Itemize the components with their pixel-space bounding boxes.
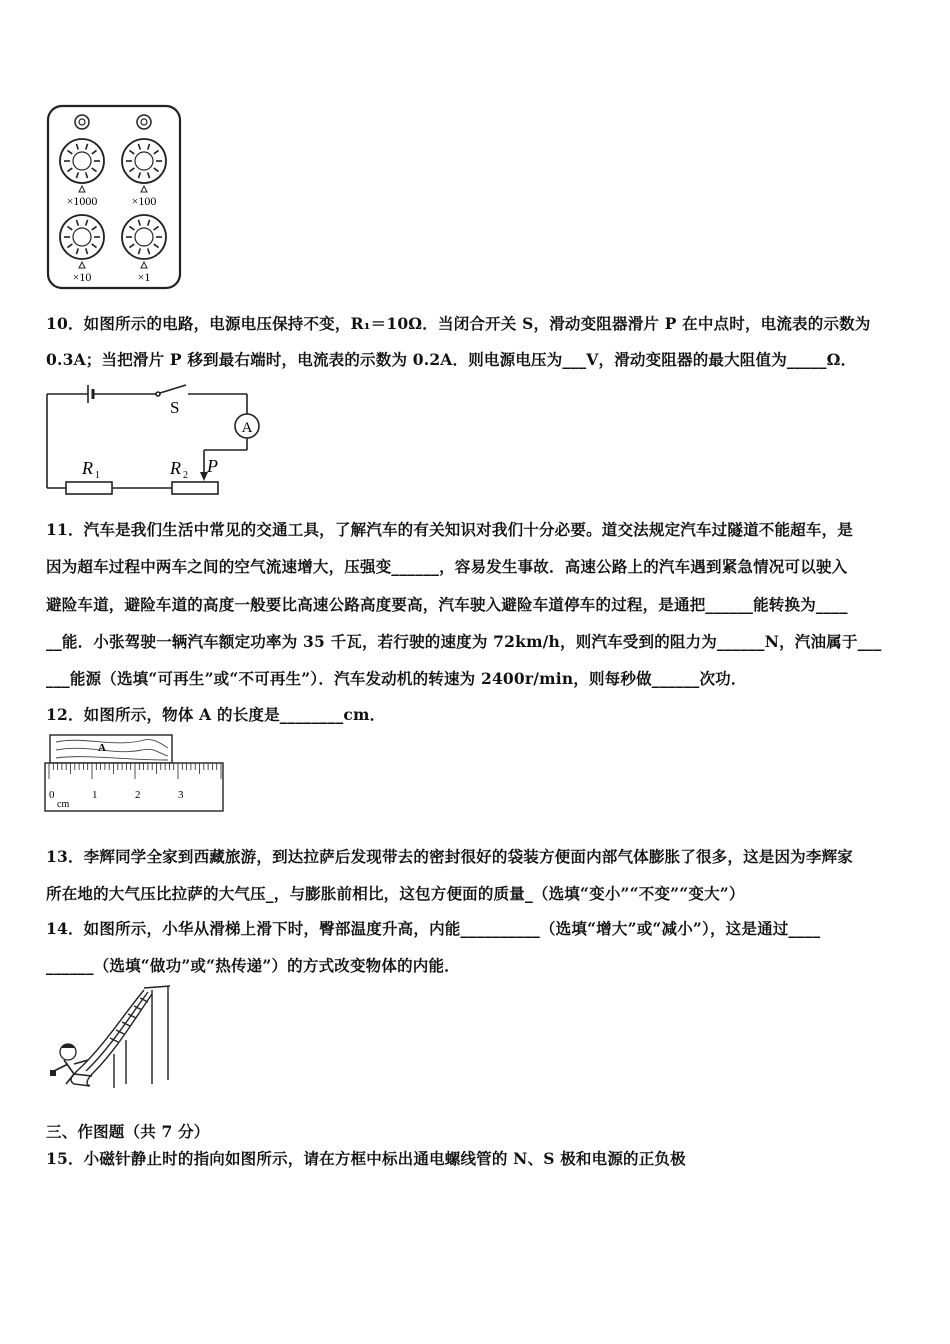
dial-mark xyxy=(67,226,72,230)
q13-line-1: 13．李辉同学全家到西藏旅游，到达拉萨后发现带去的密封很好的袋装方便面内部气体膨胀了很多，这是因为李辉家 xyxy=(46,847,853,866)
dial-mark xyxy=(92,244,97,248)
dial-mark xyxy=(129,226,134,230)
dial-knob xyxy=(73,228,91,246)
q11-line-4: __能．小张驾驶一辆汽车额定功率为 35 千瓦，若行驶的速度为 72km/h，则汽车受到的阻力为______N，汽油属于___ xyxy=(46,632,882,651)
dial-mark xyxy=(154,150,159,154)
dial-mark xyxy=(148,172,150,178)
dial-pointer xyxy=(79,186,85,192)
dial-mark xyxy=(148,220,150,226)
dial-label-x100: ×100 xyxy=(131,194,157,208)
slider-label: P xyxy=(207,456,218,476)
ruler-tick-3: 3 xyxy=(178,789,184,801)
r2-subscript: 2 xyxy=(183,470,188,481)
dial-mark xyxy=(76,172,78,178)
ruler-unit: cm xyxy=(57,799,70,810)
dial-mark xyxy=(148,144,150,150)
q11-line-5: ___能源（选填“可再生”或“不可再生”）．汽车发动机的转速为 2400r/min，则每秒做______次功． xyxy=(46,669,747,688)
dial-mark xyxy=(154,226,159,230)
dial-mark xyxy=(76,144,78,150)
ruler-tick-2: 2 xyxy=(135,789,141,801)
dial-label-x1: ×1 xyxy=(137,270,151,284)
dial-mark xyxy=(129,244,134,248)
ruler-tick-1: 1 xyxy=(92,789,98,801)
dial-mark xyxy=(129,150,134,154)
dial-mark xyxy=(76,220,78,226)
q10-line-2: 0.3A；当把滑片 P 移到最右端时，电流表的示数为 0.2A．则电源电压为___V，滑动变阻器的最大阻值为_____Ω． xyxy=(46,350,857,369)
dial-mark xyxy=(67,168,72,172)
object-a-label: A xyxy=(98,742,106,754)
dial-knob xyxy=(135,152,153,170)
dial-mark xyxy=(92,168,97,172)
dial-mark xyxy=(92,226,97,230)
section-3-title: 三、作图题（共 7 分） xyxy=(46,1122,210,1141)
q12-line-1: 12．如图所示，物体 A 的长度是________cm． xyxy=(46,705,386,724)
resistance-box-figure xyxy=(46,104,182,290)
circuit-figure xyxy=(44,382,266,498)
dial-mark xyxy=(138,172,140,178)
dial-mark xyxy=(154,244,159,248)
dial-knob xyxy=(73,152,91,170)
q15-line-1: 15．小磁针静止时的指向如图所示，请在方框中标出通电螺线管的 N、S 极和电源的正负极 xyxy=(46,1149,686,1168)
r1-label: R xyxy=(82,458,93,478)
r2-label: R xyxy=(170,458,181,478)
dial-mark xyxy=(138,144,140,150)
ammeter-label: A xyxy=(241,420,253,436)
dial-mark xyxy=(86,172,88,178)
dial-mark xyxy=(154,168,159,172)
dial-mark xyxy=(138,220,140,226)
q11-line-2: 因为超车过程中两车之间的空气流速增大，压强变______，容易发生事故．高速公路上的汽车遇到紧急情况可以驶入 xyxy=(46,557,848,576)
dial-mark xyxy=(86,248,88,254)
dial-knob xyxy=(135,228,153,246)
q14-line-2: ______（选填“做功”或“热传递”）的方式改变物体的内能． xyxy=(46,956,460,975)
switch-label: S xyxy=(170,398,180,417)
dial-pointer xyxy=(141,186,147,192)
ruler-figure xyxy=(44,734,226,814)
q14-line-1: 14．如图所示，小华从滑梯上滑下时，臀部温度升高，内能__________（选填“增大”或“减小”），这是通过____ xyxy=(46,919,821,938)
dial-mark xyxy=(67,244,72,248)
dial-mark xyxy=(86,144,88,150)
dial-mark xyxy=(92,150,97,154)
q11-line-3: 避险车道，避险车道的高度一般要比高速公路高度要高，汽车驶入避险车道停车的过程，是通把______能转换为____ xyxy=(46,595,848,614)
dial-mark xyxy=(76,248,78,254)
dial-mark xyxy=(129,168,134,172)
q13-line-2: 所在地的大气压比拉萨的大气压_，与膨胀前相比，这包方便面的质量_（选填“变小”“不变”“变大”） xyxy=(46,884,745,903)
dial-mark xyxy=(86,220,88,226)
q11-line-1: 11．汽车是我们生活中常见的交通工具，了解汽车的有关知识对我们十分必要。道交法规定汽车过隧道不能超车，是 xyxy=(46,520,853,539)
dial-mark xyxy=(138,248,140,254)
dial-label-x10: ×10 xyxy=(72,270,92,284)
dial-mark xyxy=(148,248,150,254)
r1-subscript: 1 xyxy=(95,470,100,481)
slide-figure xyxy=(44,984,174,1096)
dial-label-x1000: ×1000 xyxy=(66,194,98,208)
dial-pointer xyxy=(79,262,85,268)
ruler-tick-0: 0 xyxy=(49,789,55,801)
dial-mark xyxy=(67,150,72,154)
q10-line-1: 10．如图所示的电路，电源电压保持不变，R₁＝10Ω．当闭合开关 S，滑动变阻器滑片 P 在中点时，电流表的示数为 xyxy=(46,314,871,333)
dial-pointer xyxy=(141,262,147,268)
